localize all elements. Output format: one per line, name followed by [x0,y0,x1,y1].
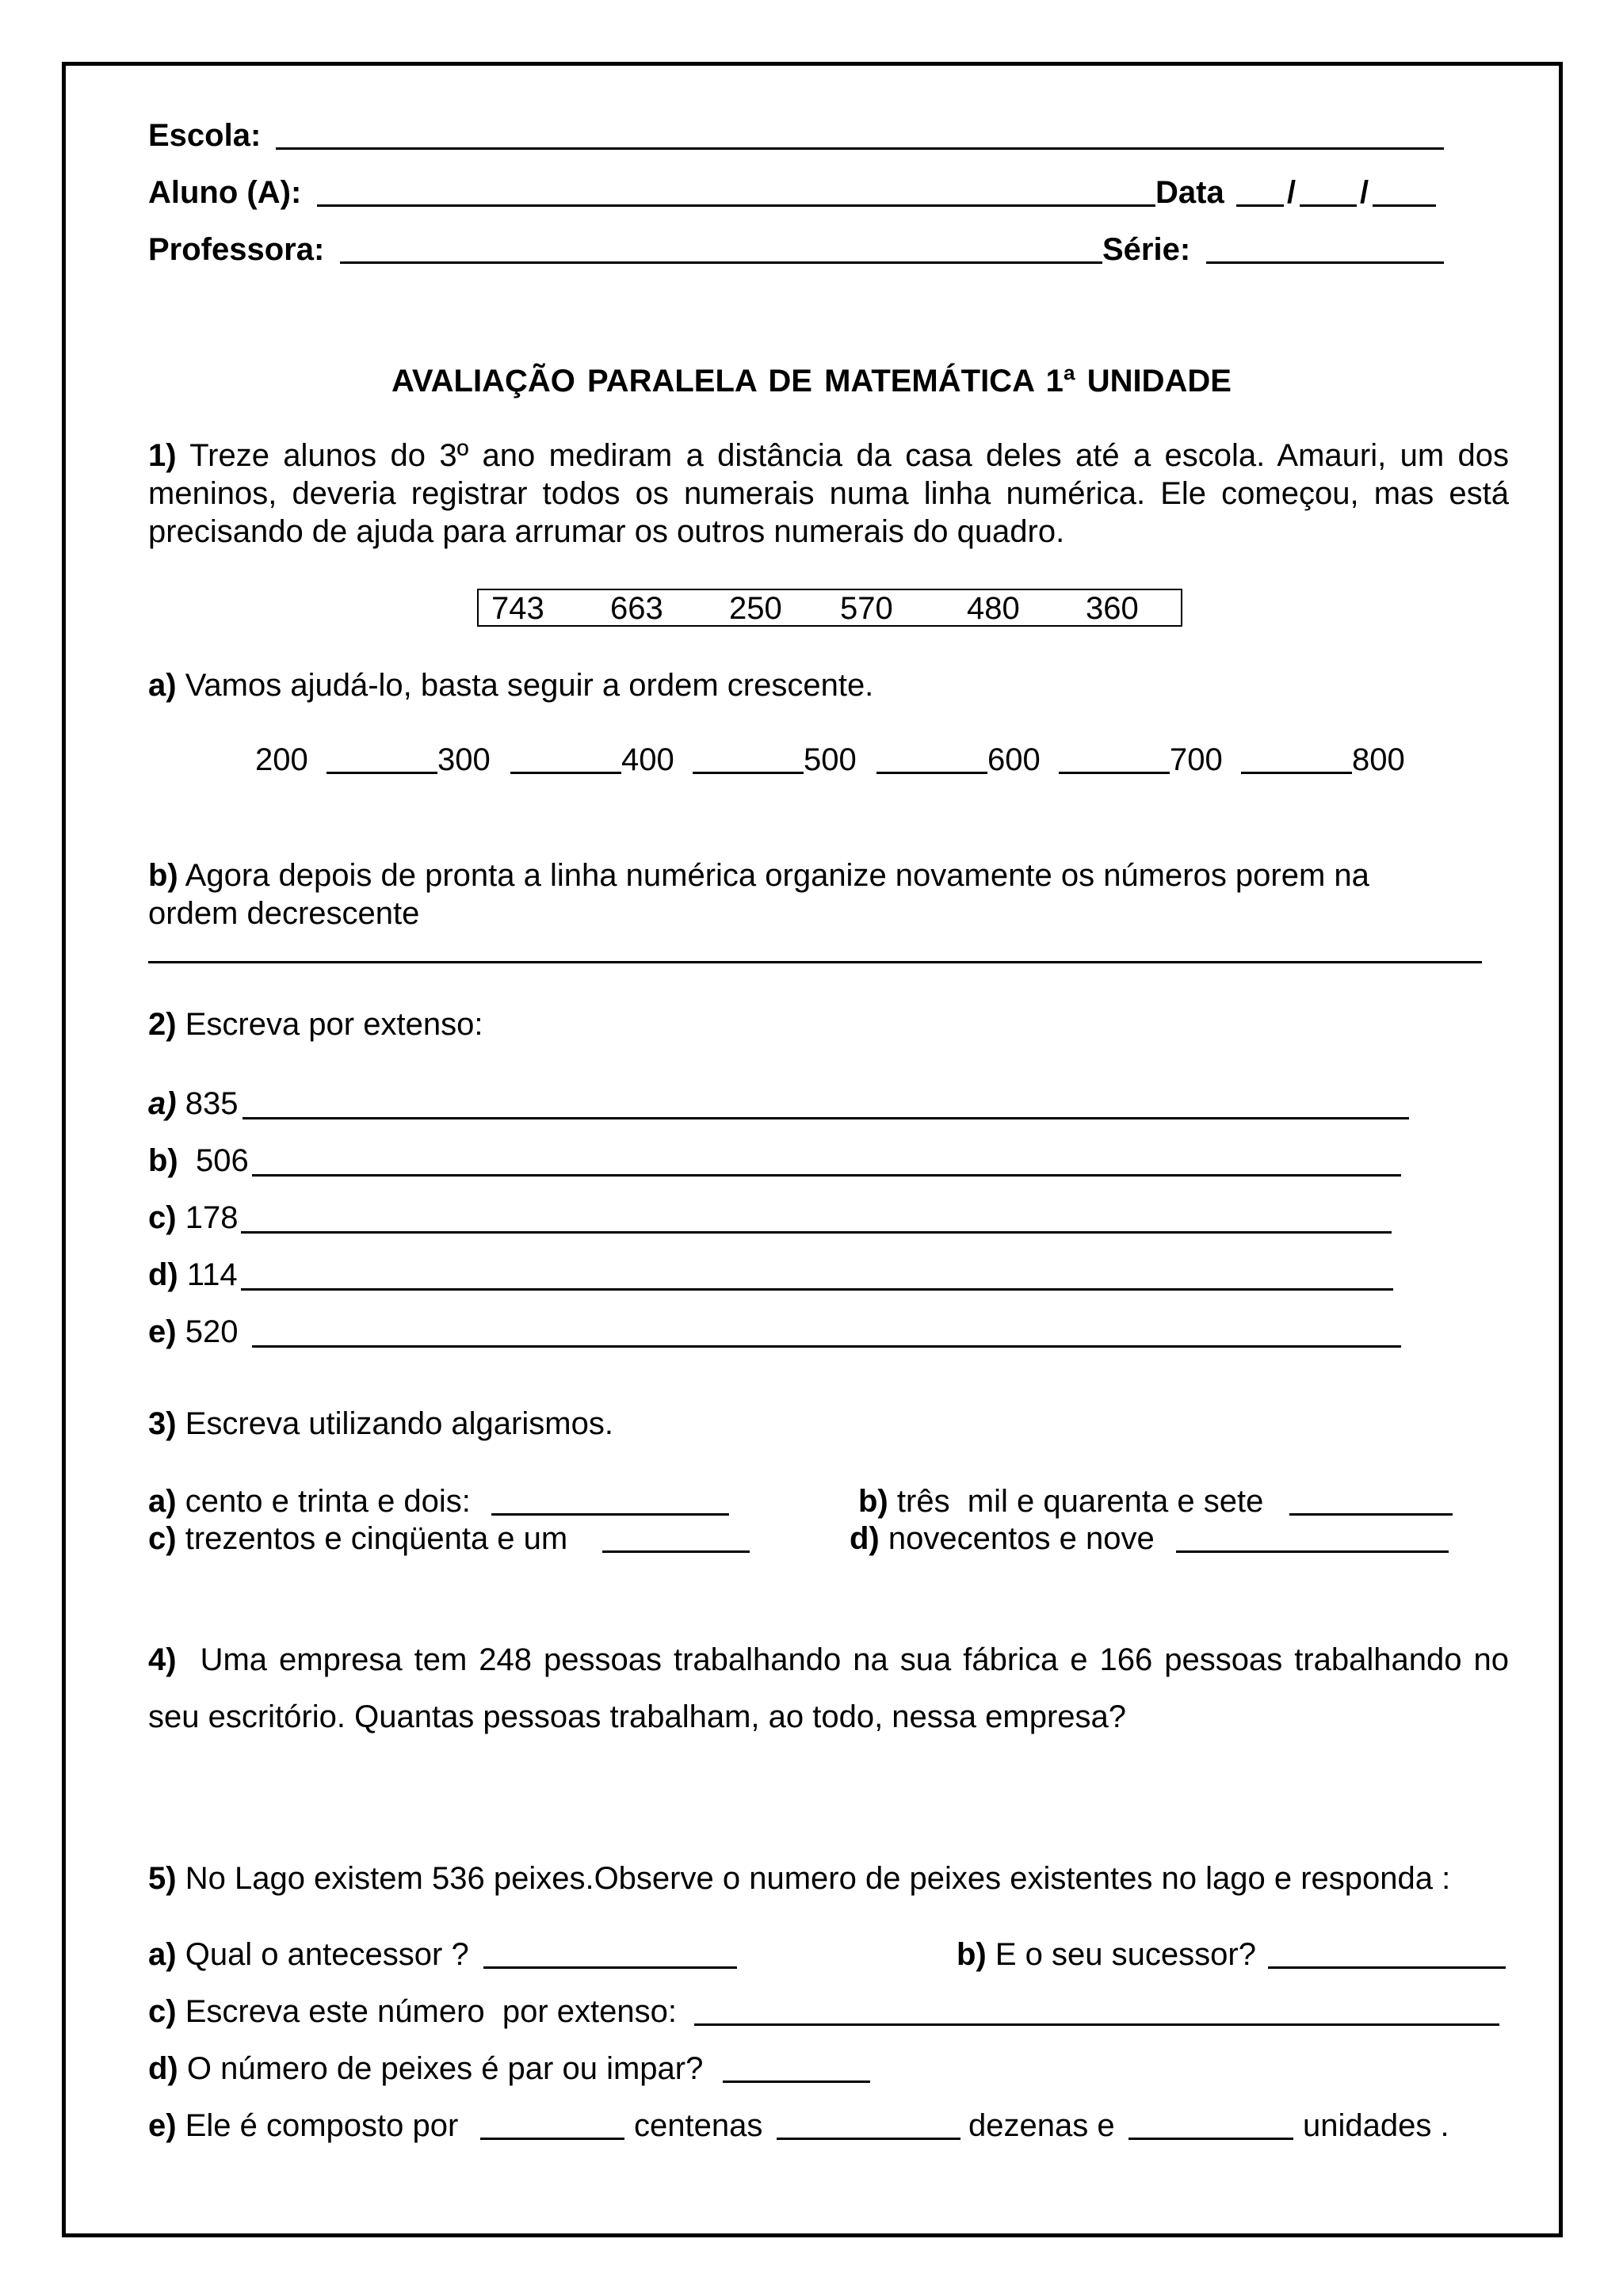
q5e-label: e) Ele é composto por [148,2108,459,2143]
q2e-answer-line[interactable] [252,1345,1401,1348]
sequence-number: 700 [1170,742,1223,777]
q5c-answer-line[interactable] [694,2023,1499,2026]
q5e-dezenas-label: dezenas e [968,2108,1115,2143]
q5e-unidades-label: unidades . [1303,2108,1449,2143]
q1b-answer-line[interactable] [148,961,1482,963]
numbers-box [477,589,1182,627]
q5e-centenas-blank[interactable] [480,2138,624,2140]
q3c-text: c) trezentos e cinqüenta e um [148,1521,568,1556]
aluno-label: Aluno (A): [148,175,302,210]
q2-text: 2) Escreva por extenso: [148,1007,483,1042]
q5-text: 5) No Lago existem 536 peixes.Observe o numero de peixes existentes no lago e responda : [148,1861,1451,1896]
q4-line1: Uma empresa tem 248 pessoas trabalhando na sua fábrica e 166 pessoas trabalhando no [200,1642,1509,1677]
q2-item-e: e) 520 [148,1314,239,1349]
q3-text: 3) Escreva utilizando algarismos. [148,1406,613,1441]
date-year-field[interactable] [1373,204,1436,207]
q2b-answer-line[interactable] [252,1174,1401,1177]
professora-label: Professora: [148,232,325,267]
professora-field[interactable] [340,261,1102,264]
q3b-answer-line[interactable] [1289,1513,1453,1516]
escola-label: Escola: [148,118,262,153]
q4-number: 4) [148,1642,177,1677]
q3c-answer-line[interactable] [602,1550,750,1553]
q1-line1: Treze alunos do 3º ano mediram a distância da casa deles até a escola. Amauri, um dos [189,438,1509,473]
sequence-blank[interactable] [1059,772,1170,774]
q5e-dezenas-blank[interactable] [777,2138,960,2140]
q5e-centenas-label: centenas [634,2108,763,2143]
q2-item-c: c) 178 [148,1200,239,1235]
sequence-blank[interactable] [510,772,621,774]
data-label: Data [1155,175,1224,210]
box-number: 570 [840,591,893,626]
q4-text [148,1631,1509,1745]
sequence-number: 500 [804,742,857,777]
q1-number: 1) [148,438,177,473]
serie-field[interactable] [1206,261,1444,264]
q1b-text-line2: ordem decrescente [148,896,420,931]
q5b-text: b) E o seu sucessor? [957,1937,1256,1972]
date-day-field[interactable] [1236,204,1284,207]
q2-item-a: a) 835 [148,1086,239,1121]
date-separator-1: / [1287,175,1296,210]
q5d-answer-line[interactable] [723,2081,870,2083]
q2c-answer-line[interactable] [241,1231,1392,1234]
q5c-text: c) Escreva este número por extenso: [148,1994,678,2029]
q4-line2: seu escritório. Quantas pessoas trabalham, ao todo, nessa empresa? [148,1699,1127,1734]
sequence-number: 600 [987,742,1041,777]
q5a-answer-line[interactable] [483,1966,737,1969]
box-number: 250 [729,591,782,626]
q5e-unidades-blank[interactable] [1128,2138,1293,2140]
sequence-number: 200 [255,742,308,777]
sequence-blank[interactable] [327,772,437,774]
escola-field[interactable] [276,147,1444,150]
q5a-text: a) Qual o antecessor ? [148,1937,469,1972]
q3b-text: b) três mil e quarenta e sete [858,1484,1264,1519]
sequence-number: 400 [621,742,674,777]
q1-text [148,437,1509,551]
sequence-number: 800 [1352,742,1405,777]
q2a-answer-line[interactable] [242,1117,1409,1119]
q1-line2: meninos, deveria registrar todos os numerais numa linha numérica. Ele começou, mas está [148,476,1509,511]
q2d-answer-line[interactable] [241,1288,1393,1291]
q5d-text: d) O número de peixes é par ou impar? [148,2051,704,2086]
q5b-answer-line[interactable] [1268,1966,1506,1969]
box-number: 743 [491,591,544,626]
q2-item-b: b) 506 [148,1143,249,1178]
q1-line3: precisando de ajuda para arrumar os outros numerais do quadro. [148,514,1065,549]
q1a-text: a) Vamos ajudá-lo, basta seguir a ordem crescente. [148,668,874,703]
q1b-text-line1: b) Agora depois de pronta a linha numérica organize novamente os números porem na [148,858,1369,893]
serie-label: Série: [1102,232,1191,267]
sequence-number: 300 [437,742,491,777]
box-number: 480 [967,591,1020,626]
date-month-field[interactable] [1300,204,1357,207]
box-number: 360 [1086,591,1139,626]
box-number: 663 [610,591,663,626]
sequence-blank[interactable] [876,772,987,774]
q3a-answer-line[interactable] [491,1513,729,1516]
q3d-text: d) novecentos e nove [850,1521,1155,1556]
q3a-text: a) cento e trinta e dois: [148,1484,471,1519]
page-title: AVALIAÇÃO PARALELA DE MATEMÁTICA 1ª UNIDADE [391,364,1232,399]
aluno-field[interactable] [317,204,1155,207]
q2-item-d: d) 114 [148,1257,238,1292]
sequence-blank[interactable] [693,772,804,774]
date-separator-2: / [1360,175,1369,210]
sequence-blank[interactable] [1241,772,1352,774]
q3d-answer-line[interactable] [1176,1550,1449,1553]
